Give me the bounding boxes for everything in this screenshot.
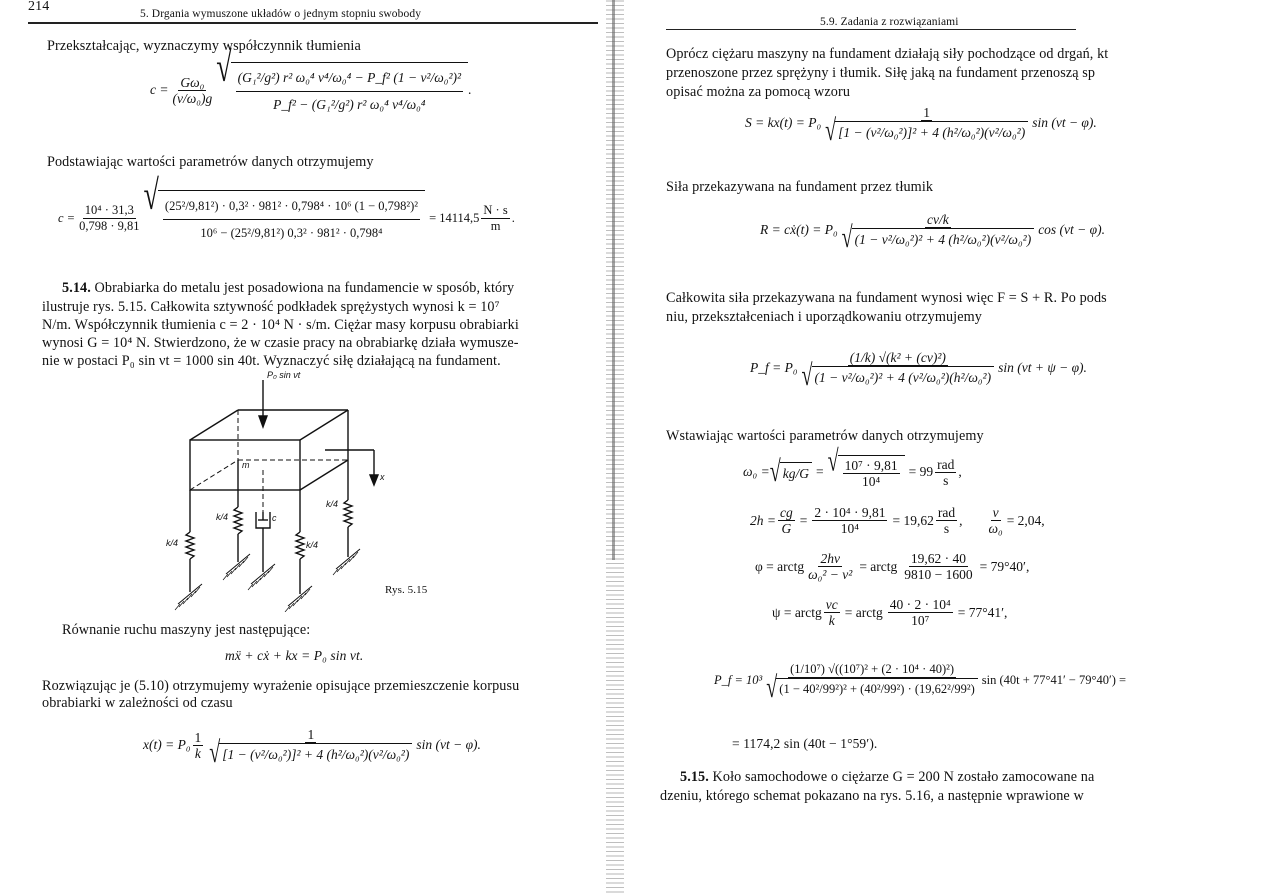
- spring-label: k/4: [306, 540, 319, 550]
- radical-sign: √: [801, 359, 813, 393]
- sqrt-body: [1 − (ν²/ω₀²)]² + 4 (h²/ω₀²)(ν²/ω₀²): [835, 121, 1028, 141]
- frac-den: 10⁶ − (25²/9,81²) 0,3² · 981² · 0,798⁴: [200, 226, 383, 240]
- frac-den: ω₀² − ν²: [808, 567, 853, 582]
- eq-lhs: 2h =: [750, 512, 776, 528]
- header-rule-left: [28, 22, 598, 24]
- eq-lhs: P_f = P₀: [750, 360, 798, 375]
- frac-num: 10⁷ · 9,81: [844, 458, 898, 473]
- eq-lhs: S = kx(t) = P₀: [745, 115, 822, 130]
- unit-den: s: [943, 472, 949, 488]
- eq-mid: = arctg: [844, 604, 883, 620]
- problem-text: Koło samochodowe o ciężarze G = 200 N zostało zamocowane na: [712, 769, 1095, 785]
- equation-psi: [772, 597, 1007, 628]
- equation-R: [760, 212, 1105, 255]
- sqrt: [216, 45, 468, 118]
- eq-lhs: c =: [150, 82, 169, 97]
- frac-den: (ν/ω₀)g: [172, 90, 213, 106]
- frac-den: [764, 671, 980, 705]
- eq-end: .: [468, 82, 472, 97]
- book-gutter-shadow: [606, 0, 624, 893]
- eq-lhs: ψ = arctg: [772, 604, 822, 620]
- eq-lhs: φ = arctg: [755, 558, 805, 574]
- spring-label: k/4: [326, 499, 339, 509]
- frac-num: Gω₀: [180, 74, 205, 90]
- eq-lhs: ω₀ =: [743, 464, 770, 479]
- eq-rhs: sin (νt − φ).: [1032, 115, 1097, 130]
- spring-label: k/4: [166, 538, 179, 548]
- prefactor-fraction: [170, 75, 214, 106]
- frac-den: k: [194, 745, 201, 761]
- paragraph: niu, przekształceniach i uporządkowaniu otrzymujemy: [666, 309, 982, 325]
- frac-num: ν: [992, 505, 999, 520]
- eq-end: ,: [958, 464, 962, 479]
- radical-sign: √: [841, 221, 853, 255]
- problem-5-14-line: wynosi G = 10⁴ N. Stwierdzono, że w czasie pracy na obrabiarkę działa wymusze-: [42, 335, 519, 351]
- force-label: P₀ sin νt: [267, 370, 301, 380]
- frac-num: 10⁴ · 31,3: [84, 202, 134, 217]
- equation-Pf: [750, 350, 1087, 393]
- frac-den: P_f² − (G₁²/g²) r² ω₀⁴ ν⁴/ω₀⁴: [273, 97, 426, 112]
- frac-den: [207, 736, 414, 770]
- problem-5-15-line: [680, 768, 1094, 786]
- eq-end: .: [511, 210, 515, 225]
- equation-c-general: [150, 45, 472, 118]
- frac-num: 2hν: [820, 551, 840, 566]
- frac-num: cν/k: [927, 212, 949, 227]
- paragraph: obrabiarki w zależności od czasu: [42, 695, 233, 711]
- eq-result: = 14114,5: [429, 210, 480, 225]
- eq-lhs: x(t) = P₀: [143, 737, 191, 752]
- page-number: 214: [28, 0, 50, 14]
- problem-5-15-line: dzeniu, którego schemat pokazano na rys. 5.16, a następnie wprawione w: [660, 788, 1084, 804]
- equation-x-t: [143, 727, 481, 770]
- eq-result: = 99: [908, 464, 934, 479]
- eq-result: = 79°40′,: [979, 558, 1030, 574]
- damper-label: c: [272, 513, 277, 523]
- radical-sign: √: [216, 45, 232, 92]
- unit-num: N · s: [483, 202, 508, 217]
- paragraph: Przekształcając, wyznaczymy współczynnik tłumienia: [47, 38, 361, 54]
- frac-num: (1/10⁷) √((10⁷)² + (2 · 10⁴ · 40)²): [790, 662, 955, 676]
- unit-num: rad: [937, 456, 955, 472]
- x-axis-label: x: [380, 472, 385, 482]
- eq-lhs: R = cẋ(t) = P₀: [760, 222, 838, 237]
- frac-den: 0,798 · 9,81: [79, 218, 140, 233]
- frac-den: k: [828, 613, 835, 628]
- eq-result: = 19,62: [892, 512, 934, 528]
- frac-den: 10⁷: [911, 613, 930, 628]
- paragraph: przenoszone przez sprężyny i tłumik. Siłę jaką na fundament przenoszą sp: [666, 65, 1096, 81]
- eq-lhs: c =: [58, 210, 76, 225]
- frac-num: 1: [923, 105, 931, 120]
- problem-5-14-line: [62, 279, 514, 297]
- eq-result: = 2,04,: [1006, 512, 1045, 528]
- frac-den: [823, 114, 1030, 148]
- figure-caption: Rys. 5.15: [385, 584, 428, 596]
- frac-num: (25²/9,81²) · 0,3² · 981² · 0,798⁴ · 10⁶ (1 − 0,798²)²: [163, 193, 420, 220]
- paragraph: Siła przekazywana na fundament przez tłumik: [666, 179, 934, 195]
- frac-den: 10⁴: [861, 474, 881, 489]
- spring-label: k/4: [216, 512, 229, 522]
- radical-sign: √: [209, 736, 221, 770]
- eq-rhs: sin (νt + ψ − φ).: [998, 360, 1087, 375]
- paragraph: Rozwiązując je (5.10) otrzymujemy wyrażenie opisujące przemieszczenie korpusu: [42, 678, 520, 694]
- paragraph: Wstawiając wartości parametrów danych otrzymujemy: [666, 428, 984, 444]
- book-gutter-line: [612, 0, 615, 560]
- frac-den: ω₀: [988, 521, 1003, 536]
- paragraph: Całkowita siła przekazywana na fundament wynosi więc F = S + R. Po pods: [666, 290, 1107, 306]
- unit-num: rad: [937, 505, 956, 520]
- frac-num: 19,62 · 40: [910, 551, 967, 566]
- sqrt-body: (1 − ν²/ω₀²)² + 4 (ν²/ω₀²)(h²/ω₀²): [812, 366, 995, 386]
- sqrt-body: (1 − 40²/99²)² + (40²/99²) · (19,62²/99²): [776, 678, 978, 698]
- frac-den: [800, 359, 997, 393]
- paragraph: Podstawiając wartości parametrów danych otrzymujemy: [47, 154, 374, 170]
- paragraph: Równanie ruchu maszyny jest następujące:: [62, 622, 311, 638]
- frac-num: 1: [307, 727, 315, 742]
- frac-num: 2 · 10⁴ · 9,81: [814, 505, 886, 520]
- frac-num: νc: [825, 597, 838, 612]
- frac-num: (1/k) √(k² + (cν)²): [849, 350, 946, 365]
- radical-sign: √: [827, 445, 839, 478]
- frac-den: 10⁴: [840, 521, 860, 536]
- eq-lhs: P_f = 10³: [714, 672, 763, 687]
- problem-number: 5.14.: [62, 280, 91, 296]
- figure-5-15: [160, 372, 440, 612]
- radical-sign: √: [825, 114, 837, 148]
- problem-number: 5.15.: [680, 769, 709, 785]
- radical-sign: √: [143, 173, 159, 220]
- equation-2h: 2h = $\frac{cg}{G}$ = $\frac{\text{2 · 10⁴ · 9,81}}{\text{10⁴}}$ = 19,62 $\frac{\text{rad}}{s}$ , $\frac{\nu}{\text{ω₀}}$ = 2,04,: [750, 505, 1045, 536]
- problem-5-14-line: nie w postaci P₀ sin νt = 1000 sin 40t. Wyznaczyć siłę działającą na fundament.: [42, 353, 501, 369]
- problem-5-14-line: N/m. Współczynnik tłumienia c = 2 · 10⁴ N · s/m. Ciężar masy korpusu obrabiarki: [42, 317, 519, 333]
- running-header-right: 5.9. Zadania z rozwiązaniami: [820, 16, 959, 28]
- radical-sign: √: [769, 455, 781, 489]
- sqrt-body: [1 − (ν²/ω₀²)]² + 4 (h²/ω₀²)(ν²/ω₀²): [219, 743, 412, 763]
- frac-num: 1: [194, 729, 202, 745]
- equation-motion: mẍ + cẋ + kx = P₀ sin νt.: [225, 648, 364, 663]
- equation-Pf-numeric: [714, 662, 1127, 705]
- machine-foundation-diagram: [160, 372, 440, 612]
- running-header-left: 5. Drgania wymuszone układów o jednym stopniu swobody: [140, 8, 422, 20]
- radical-sign: √: [766, 671, 778, 705]
- frac-den: G: [781, 521, 792, 536]
- equation-c-numeric: [58, 173, 515, 246]
- eq-result: = 77°41′,: [957, 604, 1008, 620]
- problem-5-14-line: ilustruje rys. 5.15. Całkowita sztywność podkładek sprężystych wynosi k = 10⁷: [42, 299, 500, 315]
- sqrt-body: (1 − ν²/ω₀²)² + 4 (h²/ω₀²)(ν²/ω₀²): [852, 228, 1035, 248]
- eq-rhs: sin (νt − φ).: [416, 737, 481, 752]
- eq-rhs: sin (40t + 77°41′ − 79°40′) =: [981, 672, 1127, 687]
- equation-phi: [755, 551, 1029, 582]
- sqrt-body: kg/G: [780, 462, 812, 482]
- equation-S: [745, 105, 1097, 148]
- unit-den: m: [490, 218, 501, 233]
- frac-num: (G₁²/g²) r² ω₀⁴ ν⁴/ω₀⁴ − P_f² (1 − ν²/ω₀²)²: [236, 65, 463, 92]
- paragraph: opisać można za pomocą wzoru: [666, 84, 851, 100]
- eq-mid: = arctg: [859, 558, 898, 574]
- equation-omega0: ω₀ = √ kg/G = √ $\frac{\text{10⁷ · 9,81}}{\text{10⁴}}$ = 99 $\frac{\text{rad}}{s}$ ,: [743, 455, 962, 489]
- eq-rhs: cos (νt − φ).: [1038, 222, 1105, 237]
- frac-num: 40 · 2 · 10⁴: [889, 597, 951, 612]
- mass-label: m: [242, 460, 250, 470]
- frac-den: 9810 − 1600: [904, 567, 973, 582]
- unit-den: s: [943, 521, 950, 536]
- problem-text: Obrabiarka do metalu jest posadowiona na fundamencie w sposób, który: [94, 280, 515, 296]
- equation-Pf-result: = 1174,2 sin (40t − 1°59′).: [732, 736, 878, 751]
- frac-num: cg: [780, 505, 793, 520]
- header-rule-right: [666, 29, 1076, 30]
- paragraph: Oprócz ciężaru maszyny na fundament działają siły pochodzące od drgań, kt: [666, 46, 1109, 62]
- frac-den: [840, 221, 1037, 255]
